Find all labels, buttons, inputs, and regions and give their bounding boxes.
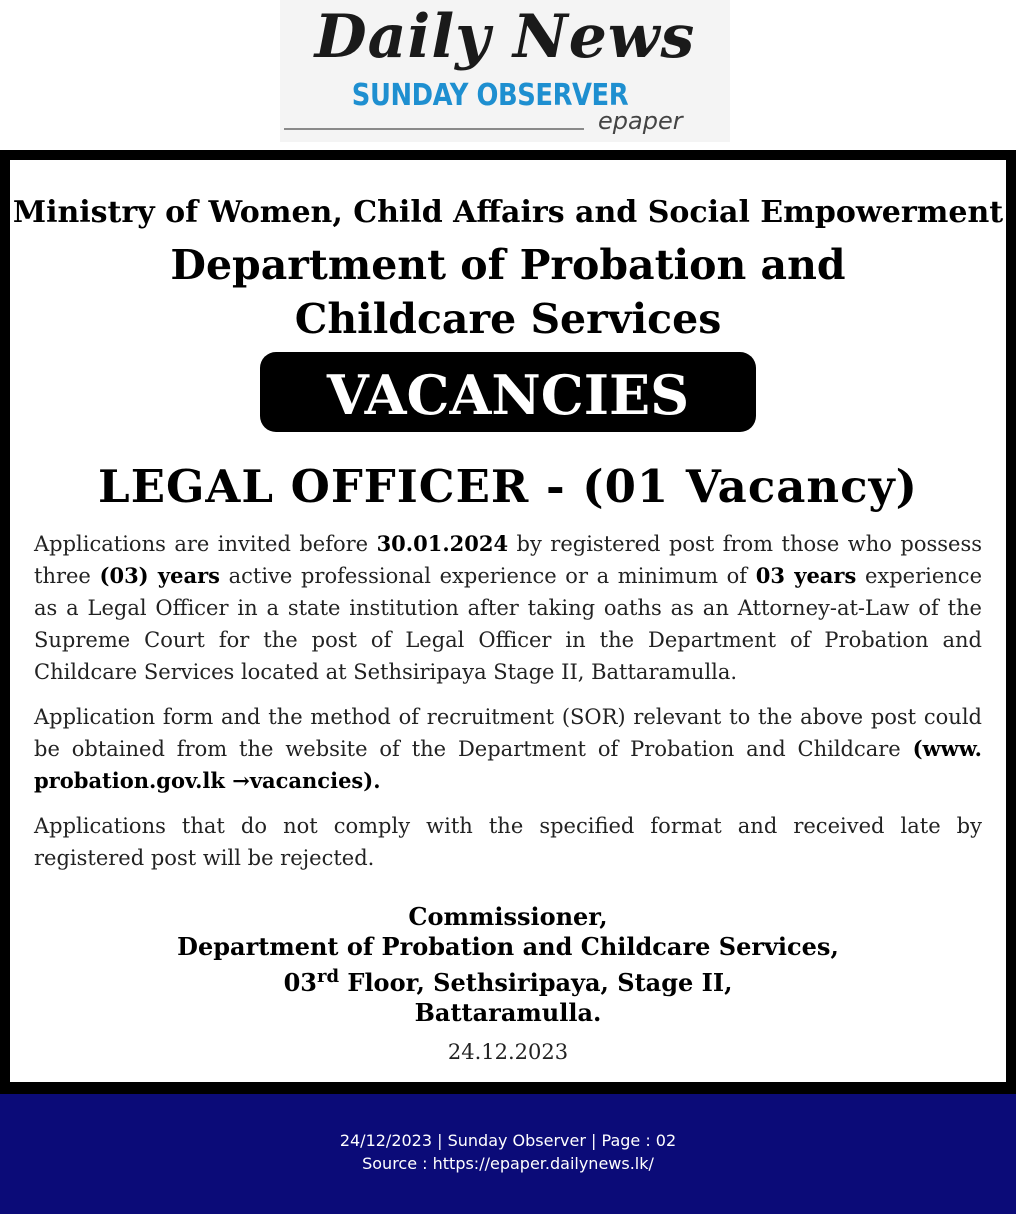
p1-text-3: active professional experience or a minimum of <box>219 564 756 588</box>
advertisement-frame <box>0 150 1016 1094</box>
department-name <box>10 238 1006 346</box>
logo-sunday-observer: SUNDAY OBSERVER <box>351 78 629 113</box>
footer-issue-info: 24/12/2023 | Sunday Observer | Page : 02 <box>339 1131 677 1150</box>
logo-daily-news: Daily News <box>314 2 696 72</box>
logo-divider <box>284 128 584 130</box>
footer-source-link[interactable]: Source : https://epaper.dailynews.lk/ <box>362 1154 654 1173</box>
newspaper-logo[interactable] <box>280 0 730 142</box>
floor-suffix: rd <box>316 966 340 987</box>
page-footer <box>0 1094 1016 1214</box>
position-title: LEGAL OFFICER - (01 Vacancy) <box>98 460 918 513</box>
experience-years-2: 03 years <box>755 563 857 588</box>
signature-address <box>10 962 1006 998</box>
department-line-2: Childcare Services <box>294 295 722 343</box>
advertisement-panel <box>10 160 1006 1082</box>
signature-city: Battaramulla. <box>414 998 602 1027</box>
paragraph-rejection-notice: Applications that do not comply with the specified format and received late by registered post will be rejected. <box>34 814 982 870</box>
notice-date: 24.12.2023 <box>447 1040 569 1064</box>
p1-text-4: experience as a Legal Officer in a state institution after taking oaths as an Attorney-at-Law of the Supreme Court for the post of Legal Officer in the Department of Probation and Childcare Services located at Sethsiripaya Stage II, Battaramulla. <box>34 564 982 684</box>
vacancies-banner <box>260 352 756 432</box>
paragraph-application-details <box>34 528 982 688</box>
department-line-1: Department of Probation and <box>170 241 846 289</box>
floor-number: 03 <box>283 968 317 997</box>
signature-block <box>10 902 1006 1028</box>
vacancies-label: VACANCIES <box>326 363 690 427</box>
experience-years-1: (03) years <box>99 563 220 588</box>
logo-epaper: epaper <box>598 107 683 135</box>
ministry-name: Ministry of Women, Child Affairs and Social Empowerment <box>12 195 1004 230</box>
p2-text: Application form and the method of recruitment (SOR) relevant to the above post could be obtained from the website of the Department of Probation and Childcare <box>34 705 982 761</box>
paragraph-application-form <box>34 701 982 797</box>
p1-text-2: by registered post from those who possess three <box>34 532 982 588</box>
closing-date: 30.01.2024 <box>376 531 509 556</box>
signature-title: Commissioner, <box>408 902 608 931</box>
floor-address: Floor, Sethsiripaya, Stage II, <box>339 968 733 997</box>
masthead <box>0 0 1016 148</box>
p1-text-1: Applications are invited before <box>34 532 377 556</box>
signature-department: Department of Probation and Childcare Services, <box>177 932 839 961</box>
website-link[interactable]: (www. probation.gov.lk →vacancies). <box>34 736 982 793</box>
